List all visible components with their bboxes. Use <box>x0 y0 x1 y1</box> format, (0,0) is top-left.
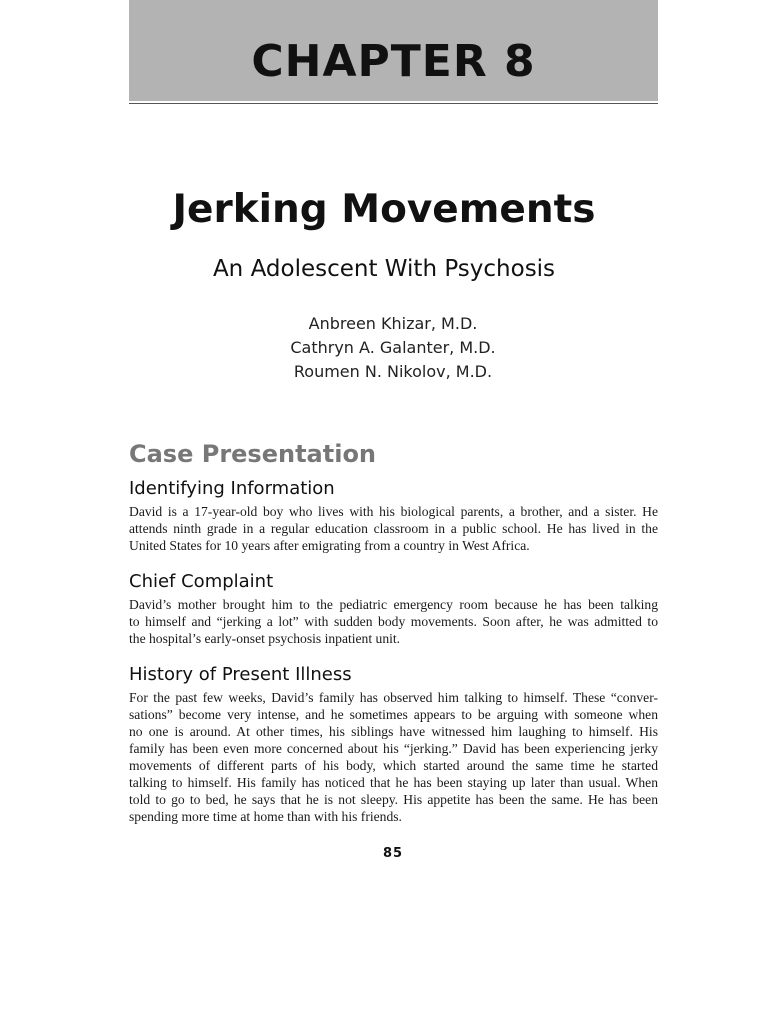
paragraph-history-of-present-illness <box>129 689 658 825</box>
author-name: Anbreen Khizar, M.D. <box>308 314 478 333</box>
chapter-subtitle: An Adolescent With Psychosis <box>212 256 556 282</box>
subheading-identifying-information: Identifying Information <box>129 478 335 499</box>
text-line: the hospital’s early-onset psychosis inpatient unit. <box>129 631 401 646</box>
section-heading-case-presentation: Case Presentation <box>129 440 377 468</box>
text-line: United States for 10 years after emigrating from a country in West Africa. <box>129 538 530 553</box>
text-line: told to go to bed, he says that he is not sleepy. His appetite has been the same. He has been <box>129 792 658 807</box>
paragraph-identifying-information <box>129 503 658 554</box>
author-name: Roumen N. Nikolov, M.D. <box>293 362 493 381</box>
text-line: David’s mother brought him to the pediatric emergency room because he has been talking <box>129 597 658 612</box>
text-line: For the past few weeks, David’s family has observed him talking to himself. These “conver- <box>129 690 658 705</box>
author-name: Cathryn A. Galanter, M.D. <box>290 338 496 357</box>
page-number: 85 <box>382 846 404 861</box>
chapter-divider <box>129 103 658 104</box>
text-line: movements of different parts of his body, which started around the same time he started <box>129 758 658 773</box>
chapter-title: Jerking Movements <box>172 187 596 232</box>
text-line: talking to himself. His family has noticed that he has been staying up later than usual. When <box>129 775 658 790</box>
author-list <box>0 312 768 384</box>
text-line: sations” become very intense, and he sometimes appears to be arguing with someone when <box>129 707 658 722</box>
text-line: attends ninth grade in a regular education classroom in a public school. He has lived in the <box>129 521 658 536</box>
text-line: to himself and “jerking a lot” with sudden body movements. Soon after, he was admitted to <box>129 614 658 629</box>
text-line: family has been even more concerned about his “jerking.” David has been experiencing jerky <box>129 741 658 756</box>
chapter-label: CHAPTER 8 <box>251 36 536 87</box>
text-line: no one is around. At other times, his siblings have witnessed him laughing to himself. His <box>129 724 658 739</box>
subheading-history-of-present-illness: History of Present Illness <box>129 664 352 685</box>
subheading-chief-complaint: Chief Complaint <box>129 571 274 592</box>
chapter-banner <box>129 0 658 101</box>
text-line: spending more time at home than with his friends. <box>129 809 402 824</box>
paragraph-chief-complaint <box>129 596 658 647</box>
text-line: David is a 17-year-old boy who lives with his biological parents, a brother, and a sister. He <box>129 504 658 519</box>
